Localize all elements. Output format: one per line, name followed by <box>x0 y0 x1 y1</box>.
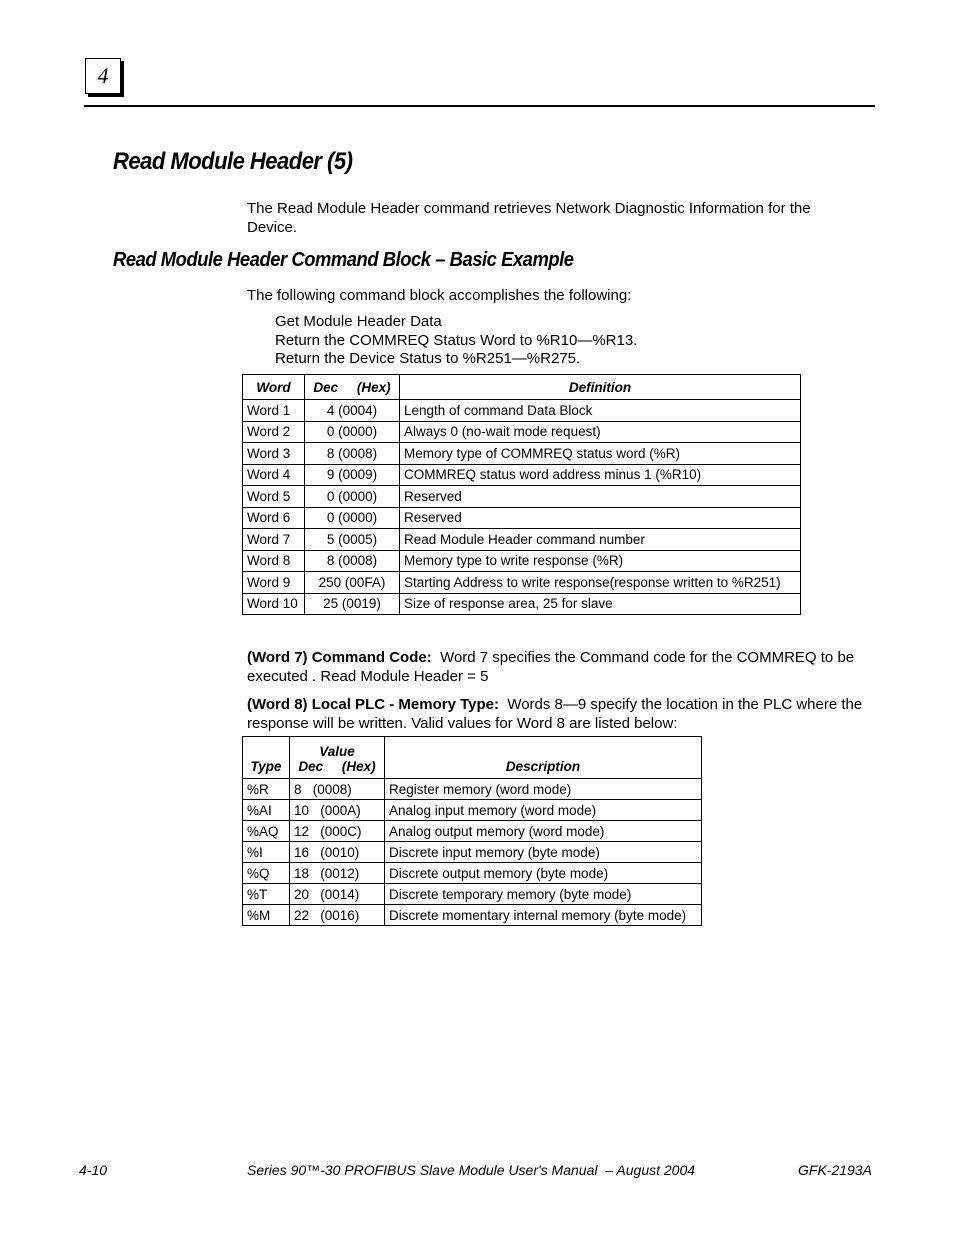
word-cell: Word 5 <box>243 486 305 508</box>
description-cell: Analog output memory (word mode) <box>385 821 702 842</box>
word-cell: Word 8 <box>243 550 305 572</box>
word-cell: Word 6 <box>243 507 305 529</box>
word-cell: Word 1 <box>243 400 305 422</box>
value-cell: 25 (0019) <box>305 593 400 615</box>
description-cell: Discrete output memory (byte mode) <box>385 863 702 884</box>
table-row <box>243 779 702 800</box>
type-cell: %I <box>243 842 290 863</box>
table-row <box>243 464 801 486</box>
command-block-table <box>242 374 801 615</box>
value-cell: 8 (0008) <box>290 779 385 800</box>
type-cell: %Q <box>243 863 290 884</box>
type-cell: %T <box>243 884 290 905</box>
table-row <box>243 905 702 926</box>
definition-cell: Read Module Header command number <box>400 529 801 551</box>
value-cell: 4 (0004) <box>305 400 400 422</box>
col-header-value <box>290 737 385 779</box>
value-cell: 5 (0005) <box>305 529 400 551</box>
description-cell: Discrete input memory (byte mode) <box>385 842 702 863</box>
word-cell: Word 3 <box>243 443 305 465</box>
definition-cell: Always 0 (no-wait mode request) <box>400 421 801 443</box>
word-cell: Word 7 <box>243 529 305 551</box>
table-row <box>243 550 801 572</box>
footer-page-number: 4-10 <box>79 1162 108 1178</box>
subsection-title: Read Module Header Command Block – Basic Example <box>113 249 574 271</box>
description-cell: Discrete momentary internal memory (byte mode) <box>385 905 702 926</box>
value-cell: 8 (0008) <box>305 550 400 572</box>
definition-cell: COMMREQ status word address minus 1 (%R10) <box>400 464 801 486</box>
col-header-description: Description <box>385 737 702 779</box>
word-cell: Word 10 <box>243 593 305 615</box>
word8-paragraph <box>247 695 872 733</box>
table-row <box>243 593 801 615</box>
table-row <box>243 486 801 508</box>
definition-cell: Reserved <box>400 507 801 529</box>
word7-label: (Word 7) Command Code: <box>247 649 432 666</box>
definition-cell: Memory type of COMMREQ status word (%R) <box>400 443 801 465</box>
word-cell: Word 2 <box>243 421 305 443</box>
definition-cell: Reserved <box>400 486 801 508</box>
table-row <box>243 443 801 465</box>
description-cell: Register memory (word mode) <box>385 779 702 800</box>
definition-cell: Size of response area, 25 for slave <box>400 593 801 615</box>
col-header-dec-hex: Dec (Hex) <box>305 375 400 400</box>
step-item: Get Module Header Data <box>275 313 442 330</box>
table-header-row <box>243 737 702 779</box>
table-row <box>243 507 801 529</box>
type-cell: %M <box>243 905 290 926</box>
col-header-word: Word <box>243 375 305 400</box>
table-row <box>243 863 702 884</box>
table-row <box>243 572 801 594</box>
chapter-number-box <box>85 58 121 94</box>
table-row <box>243 821 702 842</box>
value-header-top: Value <box>319 744 355 759</box>
type-cell: %R <box>243 779 290 800</box>
word-cell: Word 4 <box>243 464 305 486</box>
header-rule <box>84 105 875 107</box>
lead-paragraph: The following command block accomplishes the following: <box>247 287 632 304</box>
table-row <box>243 421 801 443</box>
value-cell: 250 (00FA) <box>305 572 400 594</box>
word7-paragraph <box>247 648 867 686</box>
word8-text: Words 8—9 specify the location in the PLC where the response will be written. Valid values for Word 8 are listed below: <box>247 696 863 732</box>
definition-cell: Memory type to write response (%R) <box>400 550 801 572</box>
type-cell: %AQ <box>243 821 290 842</box>
value-cell: 10 (000A) <box>290 800 385 821</box>
definition-cell: Starting Address to write response(response written to %R251) <box>400 572 801 594</box>
chapter-number: 4 <box>97 63 109 88</box>
table-row <box>243 800 702 821</box>
type-cell: %AI <box>243 800 290 821</box>
table-row <box>243 842 702 863</box>
step-item: Return the Device Status to %R251—%R275. <box>275 350 581 367</box>
col-header-type: Type <box>243 737 290 779</box>
memory-type-table <box>242 736 702 926</box>
table-row <box>243 400 801 422</box>
word-cell: Word 9 <box>243 572 305 594</box>
footer-doc-id: GFK-2193A <box>798 1162 872 1178</box>
col-header-definition: Definition <box>400 375 801 400</box>
value-cell: 0 (0000) <box>305 507 400 529</box>
definition-cell: Length of command Data Block <box>400 400 801 422</box>
table-row <box>243 884 702 905</box>
step-item: Return the COMMREQ Status Word to %R10—%R13. <box>275 331 638 349</box>
value-cell: 18 (0012) <box>290 863 385 884</box>
value-cell: 22 (0016) <box>290 905 385 926</box>
intro-paragraph: The Read Module Header command retrieves Network Diagnostic Information for the Device. <box>247 200 811 236</box>
description-cell: Discrete temporary memory (byte mode) <box>385 884 702 905</box>
step-list <box>275 313 637 369</box>
section-title: Read Module Header (5) <box>113 148 353 175</box>
word7-text: Word 7 specifies the Command code for the COMMREQ to be executed . Read Module Header = 5 <box>247 649 855 685</box>
description-cell: Analog input memory (word mode) <box>385 800 702 821</box>
value-cell: 8 (0008) <box>305 443 400 465</box>
value-cell: 0 (0000) <box>305 486 400 508</box>
value-cell: 12 (000C) <box>290 821 385 842</box>
value-cell: 16 (0010) <box>290 842 385 863</box>
table-header-row <box>243 375 801 400</box>
value-cell: 9 (0009) <box>305 464 400 486</box>
footer-manual-title: Series 90™-30 PROFIBUS Slave Module User's Manual – August 2004 <box>247 1162 696 1178</box>
value-header-bottom: Dec (Hex) <box>298 759 376 774</box>
value-cell: 20 (0014) <box>290 884 385 905</box>
value-cell: 0 (0000) <box>305 421 400 443</box>
word8-label: (Word 8) Local PLC - Memory Type: <box>247 696 499 713</box>
table-row <box>243 529 801 551</box>
